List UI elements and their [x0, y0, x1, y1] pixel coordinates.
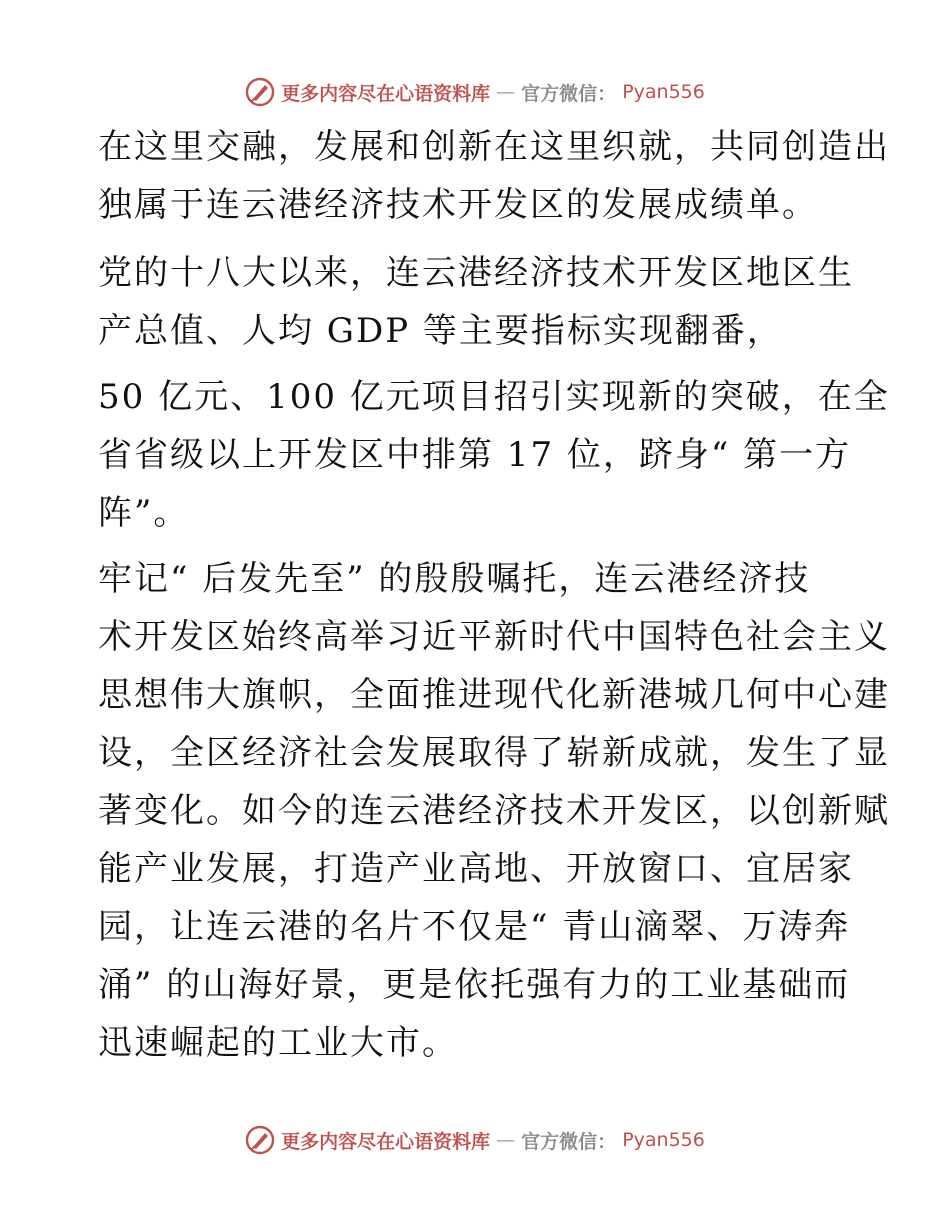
text-line: 能产业发展，打造产业高地、开放窗口、宜居家	[98, 849, 854, 889]
header-watermark	[0, 74, 950, 110]
paragraph-2	[98, 244, 858, 360]
text-line: 党的十八大以来，连云港经济技术开发区地区生	[98, 253, 854, 293]
text-line: 术开发区始终高举习近平新时代中国特色社会主义	[98, 617, 890, 657]
watermark-text: 更多内容尽在心语资料库	[281, 82, 491, 105]
text-line: 独属于连云港经济技术开发区的发展成绩单。	[98, 185, 818, 225]
watermark-id: Pyan556	[622, 1129, 705, 1151]
paragraph-1	[98, 118, 890, 234]
watermark-text: 更多内容尽在心语资料库	[281, 1130, 491, 1153]
watermark-dash: —	[496, 81, 516, 103]
text-line: 园，让连云港的名片不仅是“ 青山滴翠、万涛奔	[98, 907, 851, 947]
watermark-dash: —	[496, 1129, 516, 1151]
watermark-id: Pyan556	[622, 81, 705, 103]
text-line: 设，全区经济社会发展取得了崭新成就，发生了显	[98, 733, 890, 773]
text-line: 涌” 的山海好景，更是依托强有力的工业基础而	[98, 965, 851, 1005]
document-body	[98, 118, 890, 1072]
watermark-label: 官方微信：	[521, 1130, 617, 1153]
watermark-label: 官方微信：	[521, 82, 617, 105]
text-line: 牢记“ 后发先至” 的殷殷嘱托，连云港经济技	[98, 559, 811, 599]
text-line: 50 亿元、100 亿元项目招引实现新的突破，在全	[98, 377, 890, 417]
quill-logo-icon	[245, 1125, 275, 1155]
text-line: 迅速崛起的工业大市。	[98, 1023, 458, 1063]
paragraph-3	[98, 368, 890, 542]
text-line: 产总值、人均 GDP 等主要指标实现翻番，	[98, 311, 783, 351]
text-line: 在这里交融，发展和创新在这里织就，共同创造出	[98, 127, 890, 167]
text-line: 阵”。	[98, 493, 190, 533]
text-line: 省省级以上开发区中排第 17 位，跻身“ 第一方	[98, 435, 852, 475]
paragraph-4	[98, 550, 890, 1072]
footer-watermark	[0, 1122, 950, 1158]
text-line: 著变化。如今的连云港经济技术开发区，以创新赋	[98, 791, 890, 831]
text-line: 思想伟大旗帜，全面推进现代化新港城几何中心建	[98, 675, 890, 715]
quill-logo-icon	[245, 77, 275, 107]
